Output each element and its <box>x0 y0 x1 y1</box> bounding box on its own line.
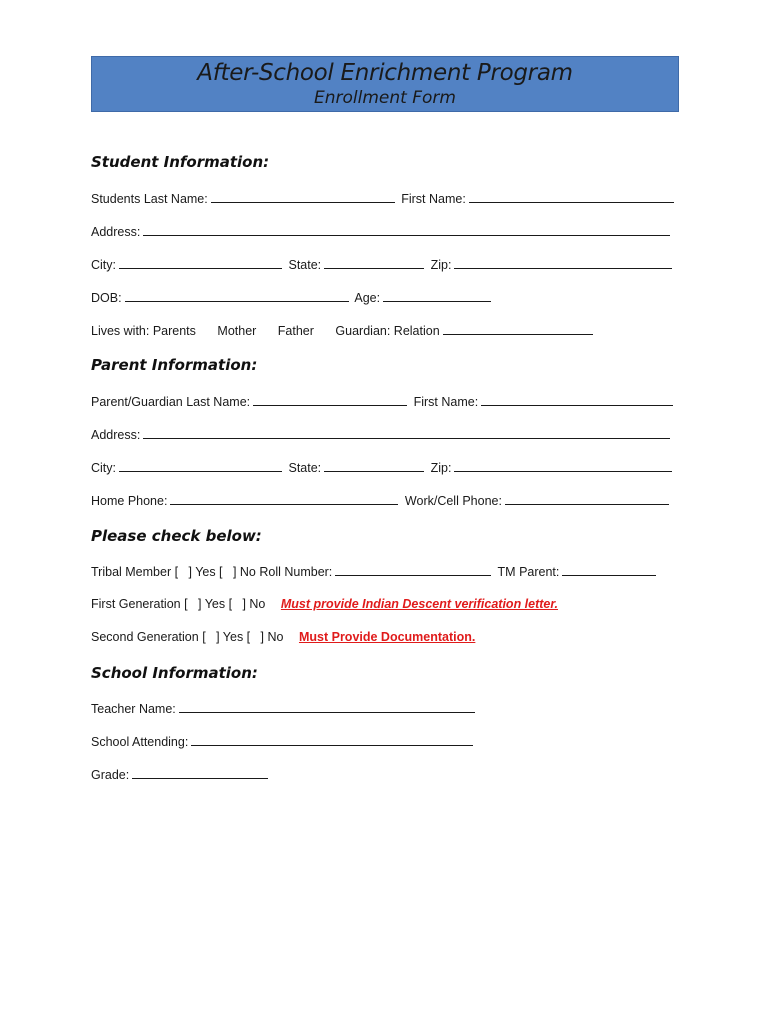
lives-with-father-label[interactable]: Father <box>277 324 314 338</box>
student-city-row <box>91 257 675 272</box>
parent-city-row <box>91 460 675 475</box>
second-generation-label[interactable]: Second Generation [ ] Yes [ ] No <box>91 630 284 644</box>
lives-with-mother-label[interactable]: Mother <box>217 324 257 338</box>
form-header-banner <box>91 56 679 112</box>
first-generation-label[interactable]: First Generation [ ] Yes [ ] No <box>91 597 266 611</box>
school-attending-label: School Attending: <box>91 735 189 749</box>
first-generation-note: Must provide Indian Descent verification letter. <box>280 597 559 611</box>
parent-last-name-label: Parent/Guardian Last Name: <box>91 395 251 409</box>
parent-first-name-label: First Name: <box>413 395 479 409</box>
first-generation-row <box>91 597 558 611</box>
student-last-name-field[interactable] <box>211 191 395 203</box>
student-section-heading: Student Information: <box>91 153 270 171</box>
parent-state-field[interactable] <box>324 460 424 472</box>
student-last-name-label: Students Last Name: <box>91 192 208 206</box>
parent-first-name-field[interactable] <box>481 394 673 406</box>
parent-section-heading: Parent Information: <box>91 356 258 374</box>
student-state-label: State: <box>288 258 322 272</box>
student-zip-field[interactable] <box>454 257 672 269</box>
form-subtitle: Enrollment Form <box>314 88 456 108</box>
student-dob-row <box>91 290 494 305</box>
student-lives-with-row <box>91 323 596 338</box>
parent-name-row <box>91 394 676 409</box>
roll-number-field[interactable] <box>335 564 491 576</box>
home-phone-field[interactable] <box>170 493 398 505</box>
teacher-name-label: Teacher Name: <box>91 702 176 716</box>
parent-zip-label: Zip: <box>430 461 452 475</box>
school-row <box>91 734 476 749</box>
tribal-member-row <box>91 564 659 579</box>
grade-row <box>91 767 271 782</box>
student-state-field[interactable] <box>324 257 424 269</box>
parent-zip-field[interactable] <box>454 460 672 472</box>
work-phone-field[interactable] <box>505 493 669 505</box>
parent-city-label: City: <box>91 461 116 475</box>
parent-state-label: State: <box>288 461 322 475</box>
grade-field[interactable] <box>132 767 268 779</box>
second-generation-row <box>91 630 475 644</box>
grade-label: Grade: <box>91 768 130 782</box>
parent-phone-row <box>91 493 672 508</box>
student-name-row <box>91 191 677 206</box>
student-address-field[interactable] <box>143 224 670 236</box>
check-section-heading: Please check below: <box>91 527 262 545</box>
student-dob-label: DOB: <box>91 291 122 305</box>
parent-address-field[interactable] <box>143 427 670 439</box>
student-age-label: Age: <box>354 291 381 305</box>
student-dob-field[interactable] <box>125 290 349 302</box>
student-city-field[interactable] <box>119 257 282 269</box>
parent-last-name-field[interactable] <box>253 394 407 406</box>
tm-parent-label: TM Parent: <box>497 565 560 579</box>
lives-with-guardian-label[interactable]: Guardian: Relation <box>335 324 440 338</box>
school-section-heading: School Information: <box>91 664 258 682</box>
parent-address-label: Address: <box>91 428 141 442</box>
work-phone-label: Work/Cell Phone: <box>404 494 502 508</box>
student-first-name-label: First Name: <box>401 192 466 206</box>
student-zip-label: Zip: <box>430 258 452 272</box>
student-address-row <box>91 224 673 239</box>
home-phone-label: Home Phone: <box>91 494 168 508</box>
tm-parent-field[interactable] <box>562 564 656 576</box>
student-city-label: City: <box>91 258 116 272</box>
teacher-name-field[interactable] <box>179 701 475 713</box>
teacher-row <box>91 701 478 716</box>
parent-address-row <box>91 427 673 442</box>
student-address-label: Address: <box>91 225 141 239</box>
second-generation-note: Must Provide Documentation. <box>298 630 476 644</box>
parent-city-field[interactable] <box>119 460 282 472</box>
form-title: After-School Enrichment Program <box>197 60 573 86</box>
school-attending-field[interactable] <box>191 734 473 746</box>
guardian-relation-field[interactable] <box>443 323 593 335</box>
lives-with-parents-label[interactable]: Lives with: Parents <box>91 324 196 338</box>
student-first-name-field[interactable] <box>469 191 674 203</box>
student-age-field[interactable] <box>383 290 491 302</box>
tribal-member-label[interactable]: Tribal Member [ ] Yes [ ] No Roll Number: <box>91 565 333 579</box>
